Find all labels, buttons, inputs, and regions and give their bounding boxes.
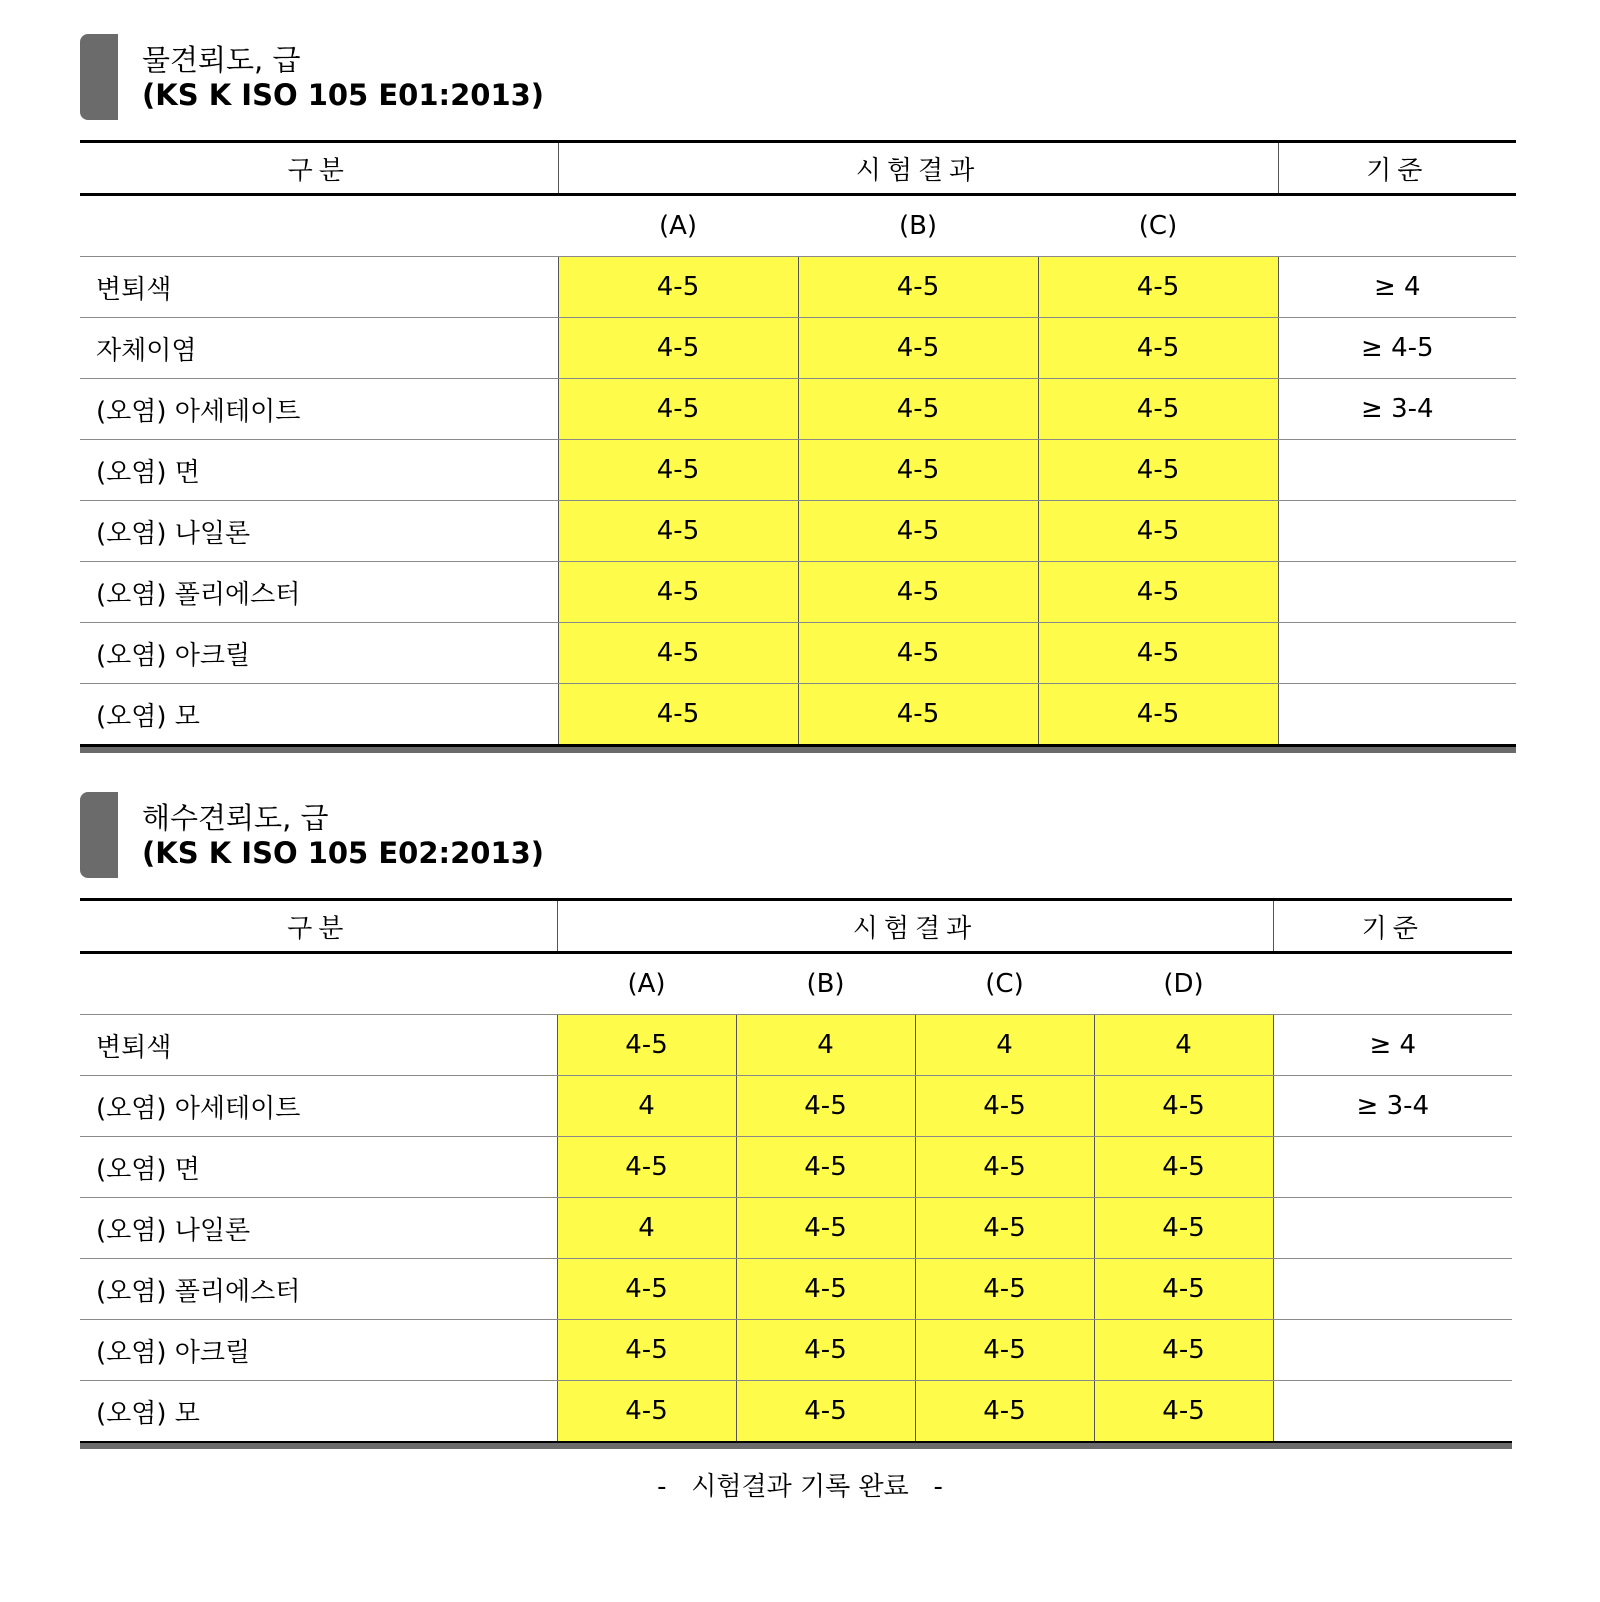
table-header-row xyxy=(80,900,1512,953)
table-row xyxy=(80,501,1516,562)
table-row xyxy=(80,562,1516,623)
sample-label: (B) xyxy=(736,953,915,1015)
grade-value: 4-5 xyxy=(798,379,1038,440)
grade-value: 4-5 xyxy=(915,1137,1094,1198)
criteria-value xyxy=(1273,1381,1512,1443)
grade-value: 4-5 xyxy=(736,1381,915,1443)
grade-value: 4-5 xyxy=(1038,318,1278,379)
criteria-value: ≥ 4-5 xyxy=(1278,318,1516,379)
grade-value: 4-5 xyxy=(557,1137,736,1198)
empty-cell xyxy=(80,953,557,1015)
section-end-rule xyxy=(80,1443,1512,1449)
table-row xyxy=(80,318,1516,379)
grade-value: 4-5 xyxy=(557,1320,736,1381)
title-tab-marker xyxy=(80,792,118,878)
grade-value: 4-5 xyxy=(915,1259,1094,1320)
grade-value: 4-5 xyxy=(558,501,798,562)
table-row xyxy=(80,1015,1512,1076)
grade-value: 4-5 xyxy=(557,1015,736,1076)
criteria-value xyxy=(1273,1320,1512,1381)
grade-value: 4-5 xyxy=(1038,379,1278,440)
section-end-rule xyxy=(80,747,1516,753)
grade-value: 4 xyxy=(557,1076,736,1137)
empty-cell xyxy=(1273,953,1512,1015)
header-category: 구분 xyxy=(80,142,558,195)
grade-value: 4-5 xyxy=(736,1076,915,1137)
sample-label: (C) xyxy=(915,953,1094,1015)
grade-value: 4-5 xyxy=(736,1137,915,1198)
grade-value: 4-5 xyxy=(558,684,798,746)
section-standard: (KS K ISO 105 E01:2013) xyxy=(142,78,545,112)
grade-value: 4-5 xyxy=(1094,1198,1273,1259)
grade-value: 4-5 xyxy=(557,1381,736,1443)
section-standard: (KS K ISO 105 E02:2013) xyxy=(142,836,545,870)
grade-value: 4 xyxy=(915,1015,1094,1076)
grade-value: 4-5 xyxy=(1038,562,1278,623)
criteria-value xyxy=(1273,1198,1512,1259)
grade-value: 4-5 xyxy=(1038,501,1278,562)
table-row xyxy=(80,623,1516,684)
table-row xyxy=(80,440,1516,501)
row-label: (오염) 폴리에스터 xyxy=(80,562,558,623)
grade-value: 4-5 xyxy=(1038,623,1278,684)
empty-cell xyxy=(80,195,558,257)
table-row xyxy=(80,257,1516,318)
sample-label: (B) xyxy=(798,195,1038,257)
grade-value: 4-5 xyxy=(558,257,798,318)
sample-label-row xyxy=(80,953,1512,1015)
sample-label-row xyxy=(80,195,1516,257)
grade-value: 4-5 xyxy=(915,1198,1094,1259)
row-label: (오염) 모 xyxy=(80,684,558,746)
row-label: (오염) 폴리에스터 xyxy=(80,1259,557,1320)
row-label: 변퇴색 xyxy=(80,257,558,318)
grade-value: 4-5 xyxy=(557,1259,736,1320)
criteria-value xyxy=(1278,623,1516,684)
table-row xyxy=(80,1320,1512,1381)
criteria-value xyxy=(1278,562,1516,623)
header-results: 시험결과 xyxy=(557,900,1273,953)
grade-value: 4-5 xyxy=(798,318,1038,379)
table-row xyxy=(80,1076,1512,1137)
table-row xyxy=(80,1259,1512,1320)
row-label: (오염) 나일론 xyxy=(80,1198,557,1259)
grade-value: 4-5 xyxy=(736,1259,915,1320)
results-table xyxy=(80,898,1512,1444)
grade-value: 4 xyxy=(736,1015,915,1076)
grade-value: 4-5 xyxy=(1094,1320,1273,1381)
row-label: (오염) 면 xyxy=(80,440,558,501)
grade-value: 4-5 xyxy=(798,684,1038,746)
section-title-block xyxy=(80,34,1516,124)
section-title: 해수견뢰도, 급 xyxy=(142,801,329,835)
row-label: (오염) 면 xyxy=(80,1137,557,1198)
table-row xyxy=(80,1198,1512,1259)
title-tab-marker xyxy=(80,34,118,120)
grade-value: 4-5 xyxy=(1094,1076,1273,1137)
row-label: 변퇴색 xyxy=(80,1015,557,1076)
grade-value: 4-5 xyxy=(1038,440,1278,501)
header-criteria: 기준 xyxy=(1273,900,1512,953)
sample-label: (A) xyxy=(557,953,736,1015)
sample-label: (D) xyxy=(1094,953,1273,1015)
criteria-value xyxy=(1273,1137,1512,1198)
grade-value: 4-5 xyxy=(558,562,798,623)
criteria-value xyxy=(1273,1259,1512,1320)
header-results: 시험결과 xyxy=(558,142,1278,195)
grade-value: 4-5 xyxy=(558,379,798,440)
criteria-value: ≥ 3-4 xyxy=(1273,1076,1512,1137)
section-seawater-fastness xyxy=(80,792,1512,1452)
section-title: 물견뢰도, 급 xyxy=(142,43,301,77)
grade-value: 4-5 xyxy=(915,1076,1094,1137)
table-header-row xyxy=(80,142,1516,195)
row-label: 자체이염 xyxy=(80,318,558,379)
grade-value: 4-5 xyxy=(915,1320,1094,1381)
empty-cell xyxy=(1278,195,1516,257)
table-row xyxy=(80,1137,1512,1198)
results-table xyxy=(80,140,1516,747)
grade-value: 4-5 xyxy=(798,257,1038,318)
table-row xyxy=(80,684,1516,746)
grade-value: 4-5 xyxy=(1038,257,1278,318)
grade-value: 4-5 xyxy=(558,318,798,379)
grade-value: 4-5 xyxy=(798,440,1038,501)
grade-value: 4 xyxy=(1094,1015,1273,1076)
grade-value: 4 xyxy=(557,1198,736,1259)
grade-value: 4-5 xyxy=(1094,1381,1273,1443)
section-title-block xyxy=(80,792,1512,882)
grade-value: 4-5 xyxy=(798,623,1038,684)
sample-label: (C) xyxy=(1038,195,1278,257)
grade-value: 4-5 xyxy=(736,1198,915,1259)
row-label: (오염) 모 xyxy=(80,1381,557,1443)
row-label: (오염) 아세테이트 xyxy=(80,379,558,440)
grade-value: 4-5 xyxy=(915,1381,1094,1443)
table-row xyxy=(80,1381,1512,1443)
grade-value: 4-5 xyxy=(558,623,798,684)
section-water-fastness xyxy=(80,34,1516,764)
table-row xyxy=(80,379,1516,440)
grade-value: 4-5 xyxy=(798,562,1038,623)
row-label: (오염) 아크릴 xyxy=(80,1320,557,1381)
criteria-value xyxy=(1278,684,1516,746)
header-criteria: 기준 xyxy=(1278,142,1516,195)
criteria-value: ≥ 4 xyxy=(1273,1015,1512,1076)
grade-value: 4-5 xyxy=(1038,684,1278,746)
footer-note: - 시험결과 기록 완료 - xyxy=(657,1472,943,1502)
grade-value: 4-5 xyxy=(736,1320,915,1381)
grade-value: 4-5 xyxy=(1094,1259,1273,1320)
criteria-value: ≥ 3-4 xyxy=(1278,379,1516,440)
grade-value: 4-5 xyxy=(1094,1137,1273,1198)
header-category: 구분 xyxy=(80,900,557,953)
sample-label: (A) xyxy=(558,195,798,257)
criteria-value xyxy=(1278,440,1516,501)
grade-value: 4-5 xyxy=(798,501,1038,562)
criteria-value xyxy=(1278,501,1516,562)
criteria-value: ≥ 4 xyxy=(1278,257,1516,318)
row-label: (오염) 나일론 xyxy=(80,501,558,562)
row-label: (오염) 아세테이트 xyxy=(80,1076,557,1137)
grade-value: 4-5 xyxy=(558,440,798,501)
row-label: (오염) 아크릴 xyxy=(80,623,558,684)
